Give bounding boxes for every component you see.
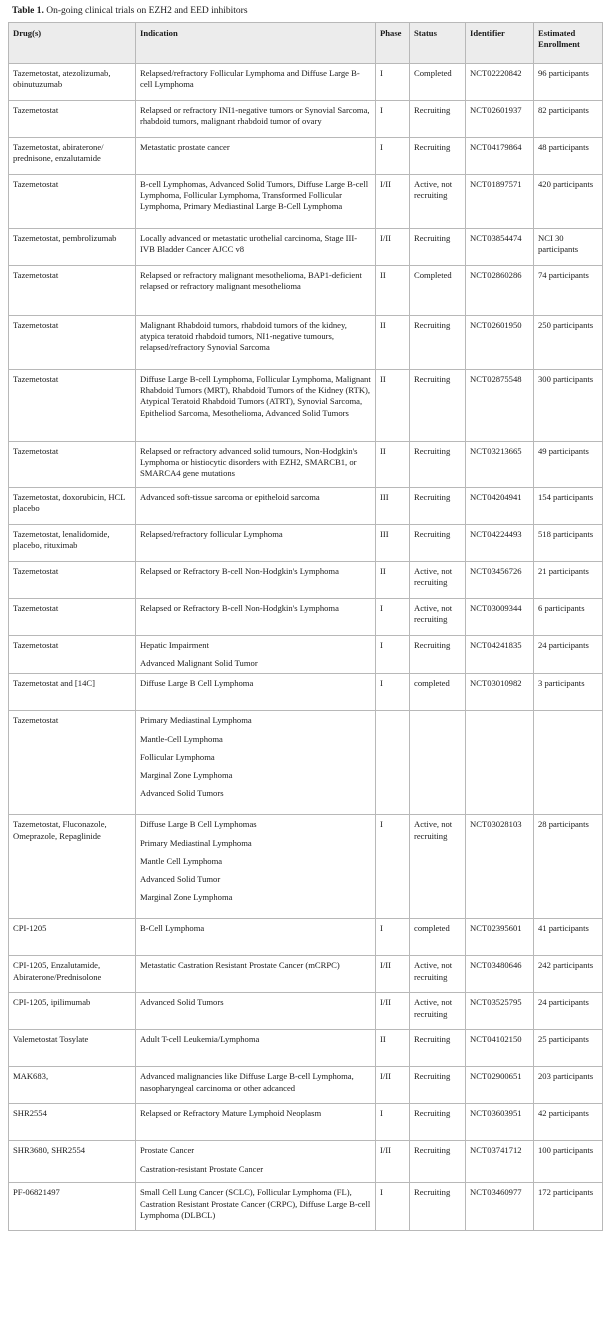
cell-indication [136, 1104, 376, 1141]
cell-phase: III [376, 525, 410, 562]
cell-enrollment: 25 participants [534, 1030, 603, 1067]
cell-indication [136, 1141, 376, 1183]
cell-phase: III [376, 488, 410, 525]
cell-drugs: SHR2554 [9, 1104, 136, 1141]
cell-identifier: NCT03456726 [466, 562, 534, 599]
indication-line: Relapsed/refractory follicular Lymphoma [140, 529, 283, 539]
cell-enrollment: 96 participants [534, 64, 603, 101]
cell-indication [136, 442, 376, 488]
indication-line: Marginal Zone Lymphoma [140, 769, 233, 780]
table-row [9, 993, 603, 1030]
cell-enrollment: 518 participants [534, 525, 603, 562]
cell-enrollment: 172 participants [534, 1183, 603, 1231]
table-row [9, 175, 603, 229]
cell-status: Recruiting [410, 316, 466, 370]
cell-indication [136, 993, 376, 1030]
indication-line: Relapsed/refractory Follicular Lymphoma and Diffuse Large B-cell Lymphoma [140, 68, 360, 90]
cell-indication [136, 636, 376, 674]
cell-status: Recruiting [410, 229, 466, 266]
header-enrollment: Estimated Enrollment [534, 23, 603, 64]
cell-enrollment: 48 participants [534, 138, 603, 175]
indication-line: Diffuse Large B-cell Lymphoma, Follicular Lymphoma, Malignant Rhabdoid Tumors (MRT), Rhabdoid Tumors of the Kidney (RTK), Atypical Teratoid Rhabdoid Tumors (ATRT), Synovial Sarcoma, Epitheliod Sarcoma, Mesothelioma, Advanced Solid Tumors [140, 374, 371, 418]
cell-phase: I/II [376, 993, 410, 1030]
table-row [9, 599, 603, 636]
cell-drugs: Tazemetostat, atezolizumab, obinutuzumab [9, 64, 136, 101]
cell-enrollment [534, 711, 603, 815]
table-row [9, 101, 603, 138]
cell-identifier: NCT03009344 [466, 599, 534, 636]
cell-drugs: Tazemetostat [9, 442, 136, 488]
cell-enrollment: 6 participants [534, 599, 603, 636]
table-row [9, 1141, 603, 1183]
cell-status [410, 711, 466, 815]
table-row [9, 266, 603, 316]
indication-line: B-Cell Lymphoma [140, 923, 205, 934]
table-row [9, 1183, 603, 1231]
cell-enrollment: 24 participants [534, 636, 603, 674]
cell-drugs: Tazemetostat [9, 266, 136, 316]
caption-text: On-going clinical trials on EZH2 and EED inhibitors [46, 6, 248, 16]
cell-status: Recruiting [410, 525, 466, 562]
indication-line: Small Cell Lung Cancer (SCLC), Follicular Lymphoma (FL), Castration Resistant Prostate Cancer (CRPC), Diffuse Large B-cell Lymphoma (DLBCL) [140, 1187, 371, 1220]
cell-status: Recruiting [410, 370, 466, 442]
table-row [9, 64, 603, 101]
cell-drugs: Tazemetostat [9, 370, 136, 442]
cell-drugs: Tazemetostat [9, 711, 136, 815]
cell-drugs: Tazemetostat, abiraterone/ prednisone, enzalutamide [9, 138, 136, 175]
table-caption [12, 6, 248, 16]
cell-status: Active, not recruiting [410, 562, 466, 599]
cell-status: Active, not recruiting [410, 956, 466, 993]
table-row [9, 229, 603, 266]
cell-status: Recruiting [410, 1141, 466, 1183]
cell-status: Recruiting [410, 442, 466, 488]
cell-identifier: NCT03010982 [466, 674, 534, 711]
indication-line: Advanced malignancies like Diffuse Large B-cell Lymphoma, nasopharyngeal carcinoma or other adcanced [140, 1071, 354, 1093]
cell-indication [136, 175, 376, 229]
cell-enrollment: 41 participants [534, 919, 603, 956]
indication-line: Relapsed or refractory malignant mesothelioma, BAP1-deficient relapsed or refractory malignant mesothelioma [140, 270, 362, 292]
indication-line: Mantle-Cell Lymphoma [140, 733, 223, 744]
cell-drugs: Tazemetostat [9, 562, 136, 599]
cell-drugs: MAK683, [9, 1067, 136, 1104]
cell-phase: II [376, 562, 410, 599]
cell-drugs: Tazemetostat, pembrolizumab [9, 229, 136, 266]
indication-line: Advanced Solid Tumors [140, 997, 224, 1008]
cell-status: completed [410, 919, 466, 956]
cell-phase: II [376, 442, 410, 488]
cell-indication [136, 64, 376, 101]
cell-phase: II [376, 1030, 410, 1067]
indication-line: Advanced soft-tissue sarcoma or epitheloid sarcoma [140, 492, 320, 502]
header-drugs: Drug(s) [9, 23, 136, 64]
cell-status: Recruiting [410, 101, 466, 138]
table-row [9, 488, 603, 525]
cell-enrollment: 250 participants [534, 316, 603, 370]
cell-indication [136, 562, 376, 599]
table-row [9, 1030, 603, 1067]
indication-line: Relapsed or Refractory B-cell Non-Hodgkin's Lymphoma [140, 603, 339, 613]
cell-drugs: Tazemetostat [9, 599, 136, 636]
cell-drugs: Tazemetostat, lenalidomide, placebo, rituximab [9, 525, 136, 562]
cell-enrollment: 28 participants [534, 815, 603, 919]
table-row [9, 1067, 603, 1104]
indication-line: Hepatic Impairment [140, 640, 209, 650]
cell-status: Active, not recruiting [410, 815, 466, 919]
cell-drugs: Tazemetostat [9, 175, 136, 229]
indication-line: Primary Mediastinal Lymphoma [140, 837, 252, 848]
cell-indication [136, 1030, 376, 1067]
table-row [9, 370, 603, 442]
cell-indication [136, 370, 376, 442]
indication-line: Relapsed or Refractory B-cell Non-Hodgkin's Lymphoma [140, 566, 339, 576]
cell-phase: I/II [376, 1067, 410, 1104]
cell-enrollment: 74 participants [534, 266, 603, 316]
indication-line: Diffuse Large B Cell Lymphoma [140, 678, 254, 689]
cell-indication [136, 599, 376, 636]
cell-status: Completed [410, 266, 466, 316]
cell-indication [136, 711, 376, 815]
cell-phase: I [376, 599, 410, 636]
cell-enrollment: 203 participants [534, 1067, 603, 1104]
cell-status: Active, not recruiting [410, 993, 466, 1030]
cell-identifier: NCT04179864 [466, 138, 534, 175]
cell-drugs: CPI-1205 [9, 919, 136, 956]
cell-phase [376, 711, 410, 815]
indication-line: Relapsed or Refractory Mature Lymphoid Neoplasm [140, 1108, 322, 1119]
cell-enrollment: 300 participants [534, 370, 603, 442]
table-header-row [9, 23, 603, 64]
cell-drugs: Tazemetostat [9, 636, 136, 674]
indication-line: Relapsed or refractory advanced solid tumours, Non-Hodgkin's Lymphoma or histiocytic disorders with EZH2, SMARCB1, or SMARCA4 gene mutations [140, 446, 358, 479]
cell-enrollment: 21 participants [534, 562, 603, 599]
table-row [9, 636, 603, 674]
cell-phase: I [376, 64, 410, 101]
cell-identifier: NCT02875548 [466, 370, 534, 442]
cell-identifier: NCT03741712 [466, 1141, 534, 1183]
cell-phase: I [376, 636, 410, 674]
indication-line: Metastatic prostate cancer [140, 142, 230, 152]
indication-line: Diffuse Large B Cell Lymphomas [140, 819, 257, 830]
cell-identifier: NCT03028103 [466, 815, 534, 919]
cell-indication [136, 1067, 376, 1104]
table-row [9, 815, 603, 919]
cell-identifier: NCT03854474 [466, 229, 534, 266]
cell-enrollment: 82 participants [534, 101, 603, 138]
table-row [9, 956, 603, 993]
cell-phase: I [376, 674, 410, 711]
indication-line: Advanced Malignant Solid Tumor [140, 658, 258, 669]
cell-phase: I/II [376, 229, 410, 266]
cell-identifier: NCT02860286 [466, 266, 534, 316]
indication-line: Prostate Cancer [140, 1145, 195, 1156]
cell-enrollment: 49 participants [534, 442, 603, 488]
cell-identifier: NCT03460977 [466, 1183, 534, 1231]
cell-indication [136, 266, 376, 316]
table-row [9, 442, 603, 488]
cell-phase: I/II [376, 175, 410, 229]
cell-drugs: Valemetostat Tosylate [9, 1030, 136, 1067]
cell-indication [136, 674, 376, 711]
indication-line: Mantle Cell Lymphoma [140, 855, 223, 866]
indication-line: Follicular Lymphoma [140, 751, 215, 762]
cell-phase: I/II [376, 1141, 410, 1183]
header-identifier: Identifier [466, 23, 534, 64]
cell-status: Recruiting [410, 1067, 466, 1104]
table-body [9, 64, 603, 1231]
cell-identifier: NCT03525795 [466, 993, 534, 1030]
cell-indication [136, 956, 376, 993]
cell-indication [136, 101, 376, 138]
table-row [9, 138, 603, 175]
cell-indication [136, 229, 376, 266]
cell-indication [136, 488, 376, 525]
cell-identifier: NCT03603951 [466, 1104, 534, 1141]
cell-drugs: Tazemetostat [9, 101, 136, 138]
table-row [9, 316, 603, 370]
indication-line: Locally advanced or metastatic urothelial carcinoma, Stage III-IVB Bladder Cancer AJCC v8 [140, 233, 358, 255]
table-row [9, 711, 603, 815]
cell-drugs: SHR3680, SHR2554 [9, 1141, 136, 1183]
cell-phase: I [376, 1104, 410, 1141]
cell-enrollment: 420 participants [534, 175, 603, 229]
cell-drugs: Tazemetostat and [14C] [9, 674, 136, 711]
cell-indication [136, 919, 376, 956]
cell-identifier: NCT02220842 [466, 64, 534, 101]
cell-phase: I [376, 919, 410, 956]
indication-line: Malignant Rhabdoid tumors, rhabdoid tumors of the kidney, atypica teratoid rhabdoid tumors, NI1-negative tumours, relapsed/refractory Synovial Sarcoma [140, 320, 347, 353]
cell-drugs: PF-06821497 [9, 1183, 136, 1231]
indication-line: Marginal Zone Lymphoma [140, 892, 233, 903]
cell-enrollment: 154 participants [534, 488, 603, 525]
cell-status: Recruiting [410, 138, 466, 175]
table-row [9, 674, 603, 711]
clinical-trials-table [8, 22, 603, 1231]
indication-line: Adult T-cell Leukemia/Lymphoma [140, 1034, 260, 1045]
cell-phase: I/II [376, 956, 410, 993]
header-indication: Indication [136, 23, 376, 64]
cell-indication [136, 316, 376, 370]
indication-line: Advanced Solid Tumor [140, 873, 221, 884]
cell-phase: I [376, 101, 410, 138]
cell-drugs: Tazemetostat, doxorubicin, HCL placebo [9, 488, 136, 525]
cell-status: Active, not recruiting [410, 599, 466, 636]
cell-status: Recruiting [410, 488, 466, 525]
indication-line: Advanced Solid Tumors [140, 788, 224, 799]
cell-enrollment: 100 participants [534, 1141, 603, 1183]
table-row [9, 1104, 603, 1141]
cell-enrollment: 24 participants [534, 993, 603, 1030]
cell-identifier: NCT03213665 [466, 442, 534, 488]
cell-identifier: NCT04204941 [466, 488, 534, 525]
cell-identifier: NCT02900651 [466, 1067, 534, 1104]
indication-line: Metastatic Castration Resistant Prostate Cancer (mCRPC) [140, 960, 340, 971]
cell-phase: I [376, 1183, 410, 1231]
cell-identifier: NCT01897571 [466, 175, 534, 229]
cell-identifier: NCT04224493 [466, 525, 534, 562]
indication-line: Castration-resistant Prostate Cancer [140, 1163, 264, 1174]
indication-line: Primary Mediastinal Lymphoma [140, 715, 252, 726]
cell-drugs: CPI-1205, Enzalutamide, Abiraterone/Prednisolone [9, 956, 136, 993]
caption-label: Table 1. [12, 6, 44, 16]
cell-identifier [466, 711, 534, 815]
cell-phase: I [376, 815, 410, 919]
table-row [9, 562, 603, 599]
cell-identifier: NCT02395601 [466, 919, 534, 956]
cell-indication [136, 138, 376, 175]
cell-enrollment: 3 participants [534, 674, 603, 711]
cell-status: Recruiting [410, 1030, 466, 1067]
header-status: Status [410, 23, 466, 64]
cell-identifier: NCT02601950 [466, 316, 534, 370]
cell-identifier: NCT03480646 [466, 956, 534, 993]
cell-enrollment: NCI 30 participants [534, 229, 603, 266]
cell-phase: II [376, 266, 410, 316]
cell-enrollment: 42 participants [534, 1104, 603, 1141]
cell-status: Completed [410, 64, 466, 101]
cell-status: Active, not recruiting [410, 175, 466, 229]
cell-identifier: NCT04241835 [466, 636, 534, 674]
cell-status: Recruiting [410, 636, 466, 674]
cell-status: Recruiting [410, 1104, 466, 1141]
cell-phase: II [376, 316, 410, 370]
cell-phase: I [376, 138, 410, 175]
indication-line: Relapsed or refractory INI1-negative tumors or Synovial Sarcoma, rhabdoid tumors, malignant rhabdoid tumor of ovary [140, 105, 370, 127]
cell-indication [136, 815, 376, 919]
cell-status: completed [410, 674, 466, 711]
cell-drugs: CPI-1205, ipilimumab [9, 993, 136, 1030]
cell-indication [136, 525, 376, 562]
cell-enrollment: 242 participants [534, 956, 603, 993]
cell-phase: II [376, 370, 410, 442]
cell-drugs: Tazemetostat, Fluconazole, Omeprazole, Repaglinide [9, 815, 136, 919]
cell-drugs: Tazemetostat [9, 316, 136, 370]
cell-indication [136, 1183, 376, 1231]
header-phase: Phase [376, 23, 410, 64]
indication-line: B-cell Lymphomas, Advanced Solid Tumors, Diffuse Large B-cell Lymphoma, Follicular Lymphoma, Transformed Follicular Lymphoma, Primary Mediastinal Large B-Cell Lymphoma [140, 179, 369, 212]
cell-identifier: NCT04102150 [466, 1030, 534, 1067]
table-row [9, 919, 603, 956]
cell-status: Recruiting [410, 1183, 466, 1231]
cell-identifier: NCT02601937 [466, 101, 534, 138]
table-row [9, 525, 603, 562]
